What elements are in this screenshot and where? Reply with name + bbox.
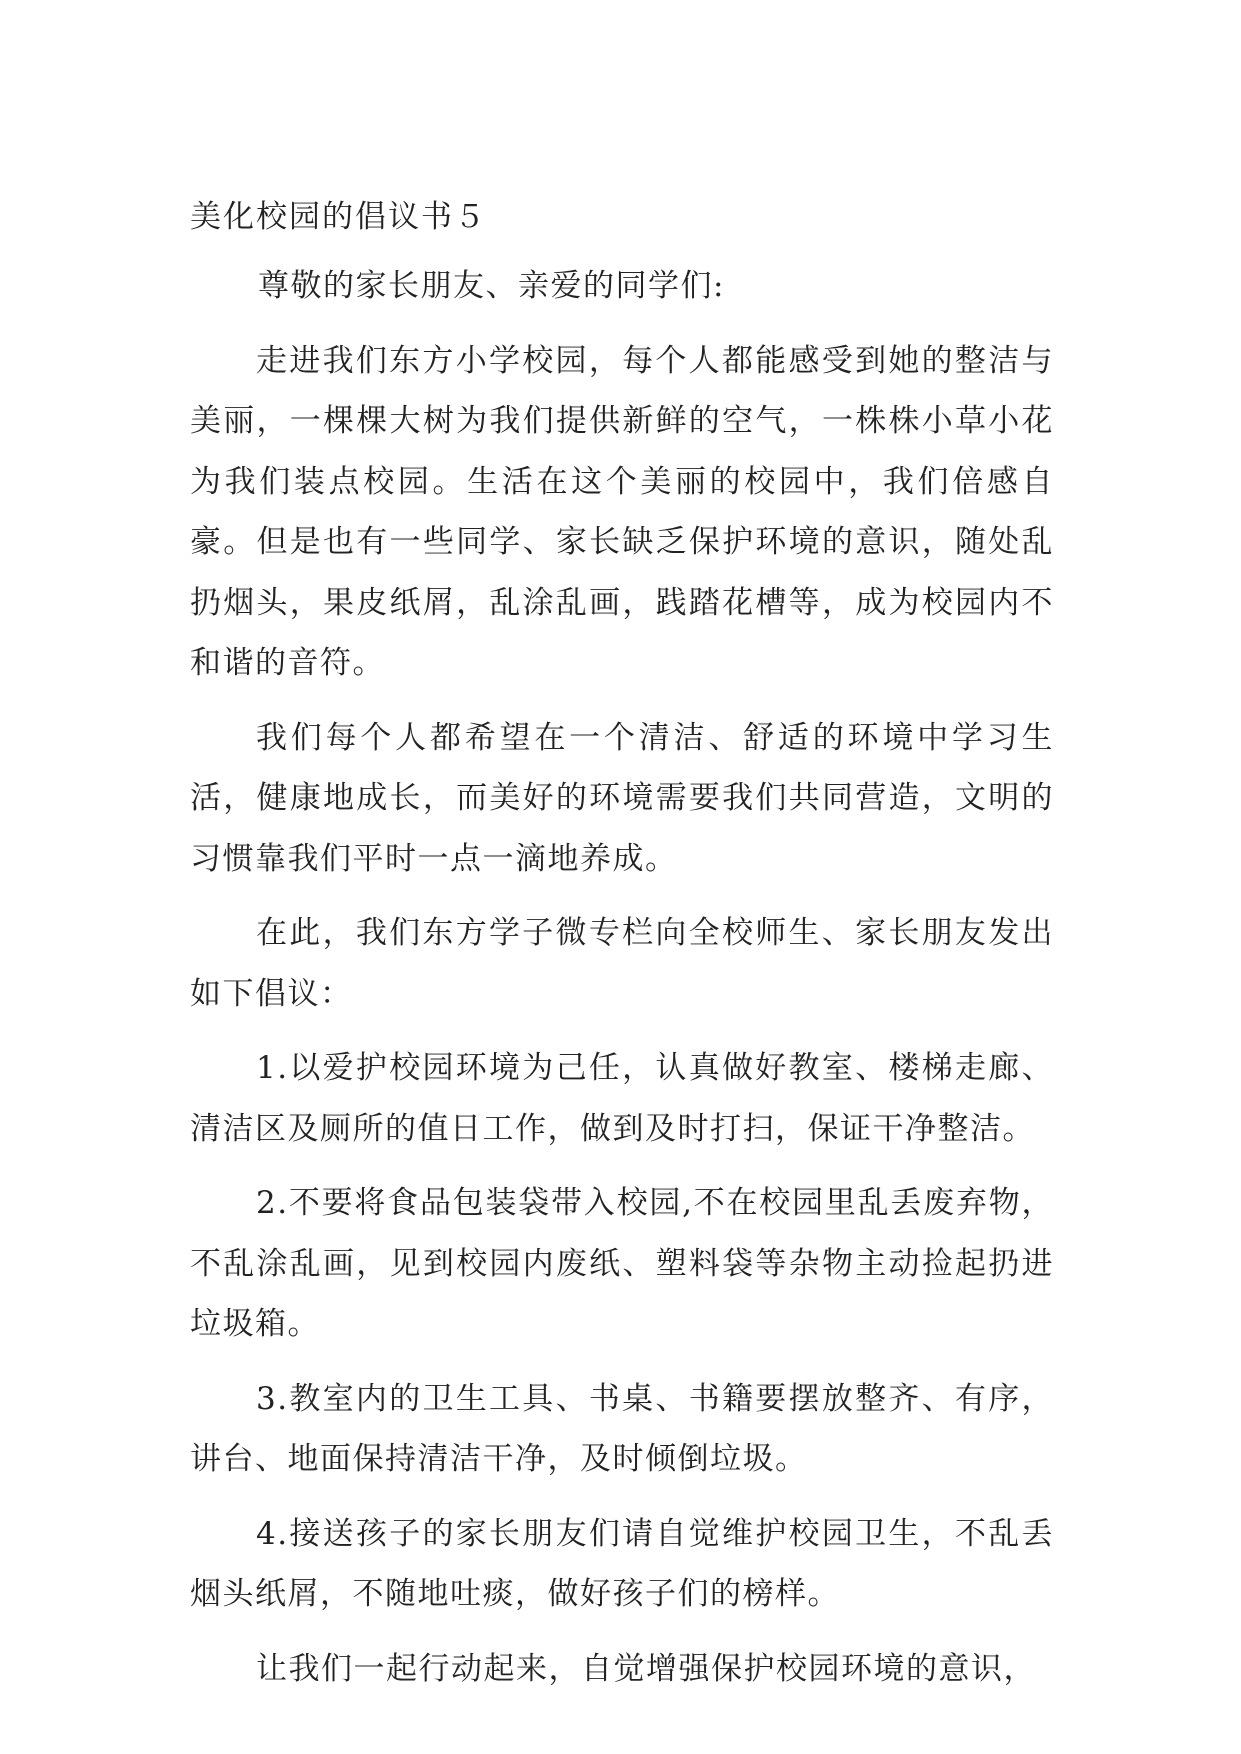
- proposal-item: 4.接送孩子的家长朋友们请自觉维护校园卫生，不乱丢烟头纸屑，不随地吐痰，做好孩子们的榜样。: [190, 1515, 1054, 1612]
- salutation-paragraph: 尊敬的家长朋友、亲爱的同学们:: [258, 268, 725, 304]
- proposal-item: 3.教室内的卫生工具、书桌、书籍要摆放整齐、有序，讲台、地面保持清洁干净，及时倾倒垃圾。: [190, 1380, 1054, 1477]
- body-paragraph: 我们每个人都希望在一个清洁、舒适的环境中学习生活，健康地成长，而美好的环境需要我们共同营造，文明的习惯靠我们平时一点一滴地养成。: [190, 719, 1054, 877]
- body-paragraph: 让我们一起行动起来，自觉增强保护校园环境的意识，: [256, 1650, 1036, 1687]
- proposal-item: 1.以爱护校园环境为己任，认真做好教室、楼梯走廊、清洁区及厕所的值日工作，做到及时打扫，保证干净整洁。: [190, 1050, 1054, 1147]
- document-title: 美化校园的倡议书５: [190, 199, 487, 235]
- document-body: [190, 256, 1054, 1713]
- proposal-item: 2.不要将食品包装袋带入校园,不在校园里乱丢废弃物，不乱涂乱画，见到校园内废纸、塑料袋等杂物主动捡起扔进垃圾箱。: [190, 1185, 1054, 1342]
- body-paragraph: 在此，我们东方学子微专栏向全校师生、家长朋友发出如下倡议：: [190, 915, 1054, 1012]
- body-paragraph: 走进我们东方小学校园，每个人都能感受到她的整洁与美丽，一棵棵大树为我们提供新鲜的空气，一株株小草小花为我们装点校园。生活在这个美丽的校园中，我们倍感自豪。但是也有一些同学、家长缺乏保护环境的意识，随处乱扔烟头，果皮纸屑，乱涂乱画，践踏花槽等，成为校园内不和谐的音符。: [190, 342, 1054, 681]
